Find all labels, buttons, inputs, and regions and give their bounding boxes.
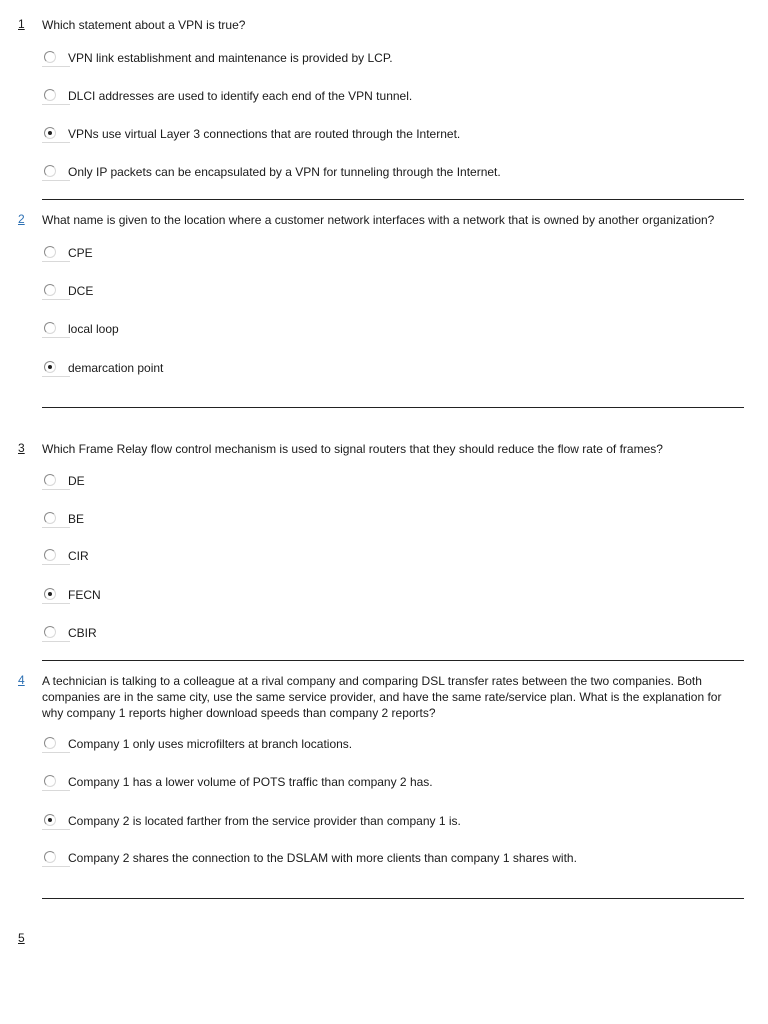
question-text: Which Frame Relay flow control mechanism is used to signal routers that they should reduce the flow rate of frames? [42, 442, 663, 456]
option-underline [42, 829, 70, 830]
option-label: CIR [68, 549, 89, 563]
option-underline [42, 180, 70, 181]
radio-button-selected[interactable] [44, 814, 56, 826]
question-divider [42, 407, 744, 408]
option-label: DLCI addresses are used to identify each end of the VPN tunnel. [68, 89, 413, 103]
option-underline [42, 104, 70, 105]
question-number[interactable]: 4 [18, 673, 25, 687]
option-underline [42, 564, 70, 565]
option-label: CPE [68, 246, 93, 260]
option-label: local loop [68, 322, 119, 336]
question-divider [42, 898, 744, 899]
option-underline [42, 790, 70, 791]
question-number[interactable]: 3 [18, 441, 25, 455]
question-number[interactable]: 1 [18, 17, 25, 31]
option-underline [42, 66, 70, 67]
radio-button[interactable] [44, 626, 56, 638]
question-text: Which statement about a VPN is true? [42, 18, 246, 32]
option-underline [42, 376, 70, 377]
radio-button[interactable] [44, 775, 56, 787]
radio-button[interactable] [44, 512, 56, 524]
radio-button-selected[interactable] [44, 588, 56, 600]
question-divider [42, 660, 744, 661]
radio-button[interactable] [44, 165, 56, 177]
option-label: DCE [68, 284, 94, 298]
option-underline [42, 527, 70, 528]
option-underline [42, 299, 70, 300]
radio-button[interactable] [44, 246, 56, 258]
option-underline [42, 752, 70, 753]
radio-button[interactable] [44, 51, 56, 63]
radio-button[interactable] [44, 737, 56, 749]
option-label: BE [68, 512, 85, 526]
question-text: What name is given to the location where a customer network interfaces with a network that is owned by another organization? [42, 213, 715, 227]
radio-button[interactable] [44, 474, 56, 486]
option-underline [42, 603, 70, 604]
option-label: Company 1 only uses microfilters at branch locations. [68, 737, 353, 751]
option-label: Company 1 has a lower volume of POTS traffic than company 2 has. [68, 775, 433, 789]
radio-button[interactable] [44, 851, 56, 863]
option-label: Company 2 shares the connection to the DSLAM with more clients than company 1 shares with. [68, 851, 577, 865]
option-underline [42, 261, 70, 262]
question-divider [42, 199, 744, 200]
option-underline [42, 641, 70, 642]
option-label: Only IP packets can be encapsulated by a VPN for tunneling through the Internet. [68, 165, 501, 179]
option-label: FECN [68, 588, 101, 602]
option-underline [42, 142, 70, 143]
option-label: demarcation point [68, 361, 164, 375]
radio-button[interactable] [44, 549, 56, 561]
option-label: VPNs use virtual Layer 3 connections that are routed through the Internet. [68, 127, 461, 141]
radio-button[interactable] [44, 322, 56, 334]
question-text: A technician is talking to a colleague at a rival company and comparing DSL transfer rates between the two companies. Both companies are in the same city, use the same service provider, and have the same rate/service plan. What is the explanation for why company 1 reports higher download speeds than company 2 reports? [42, 674, 722, 720]
radio-button-selected[interactable] [44, 127, 56, 139]
option-label: DE [68, 474, 85, 488]
radio-button[interactable] [44, 284, 56, 296]
option-label: CBIR [68, 626, 97, 640]
radio-button[interactable] [44, 89, 56, 101]
radio-button-selected[interactable] [44, 361, 56, 373]
option-underline [42, 489, 70, 490]
option-label: Company 2 is located farther from the service provider than company 1 is. [68, 814, 461, 828]
question-number[interactable]: 5 [18, 931, 25, 945]
option-underline [42, 337, 70, 338]
question-number[interactable]: 2 [18, 212, 25, 226]
option-label: VPN link establishment and maintenance is provided by LCP. [68, 51, 393, 65]
option-underline [42, 866, 70, 867]
